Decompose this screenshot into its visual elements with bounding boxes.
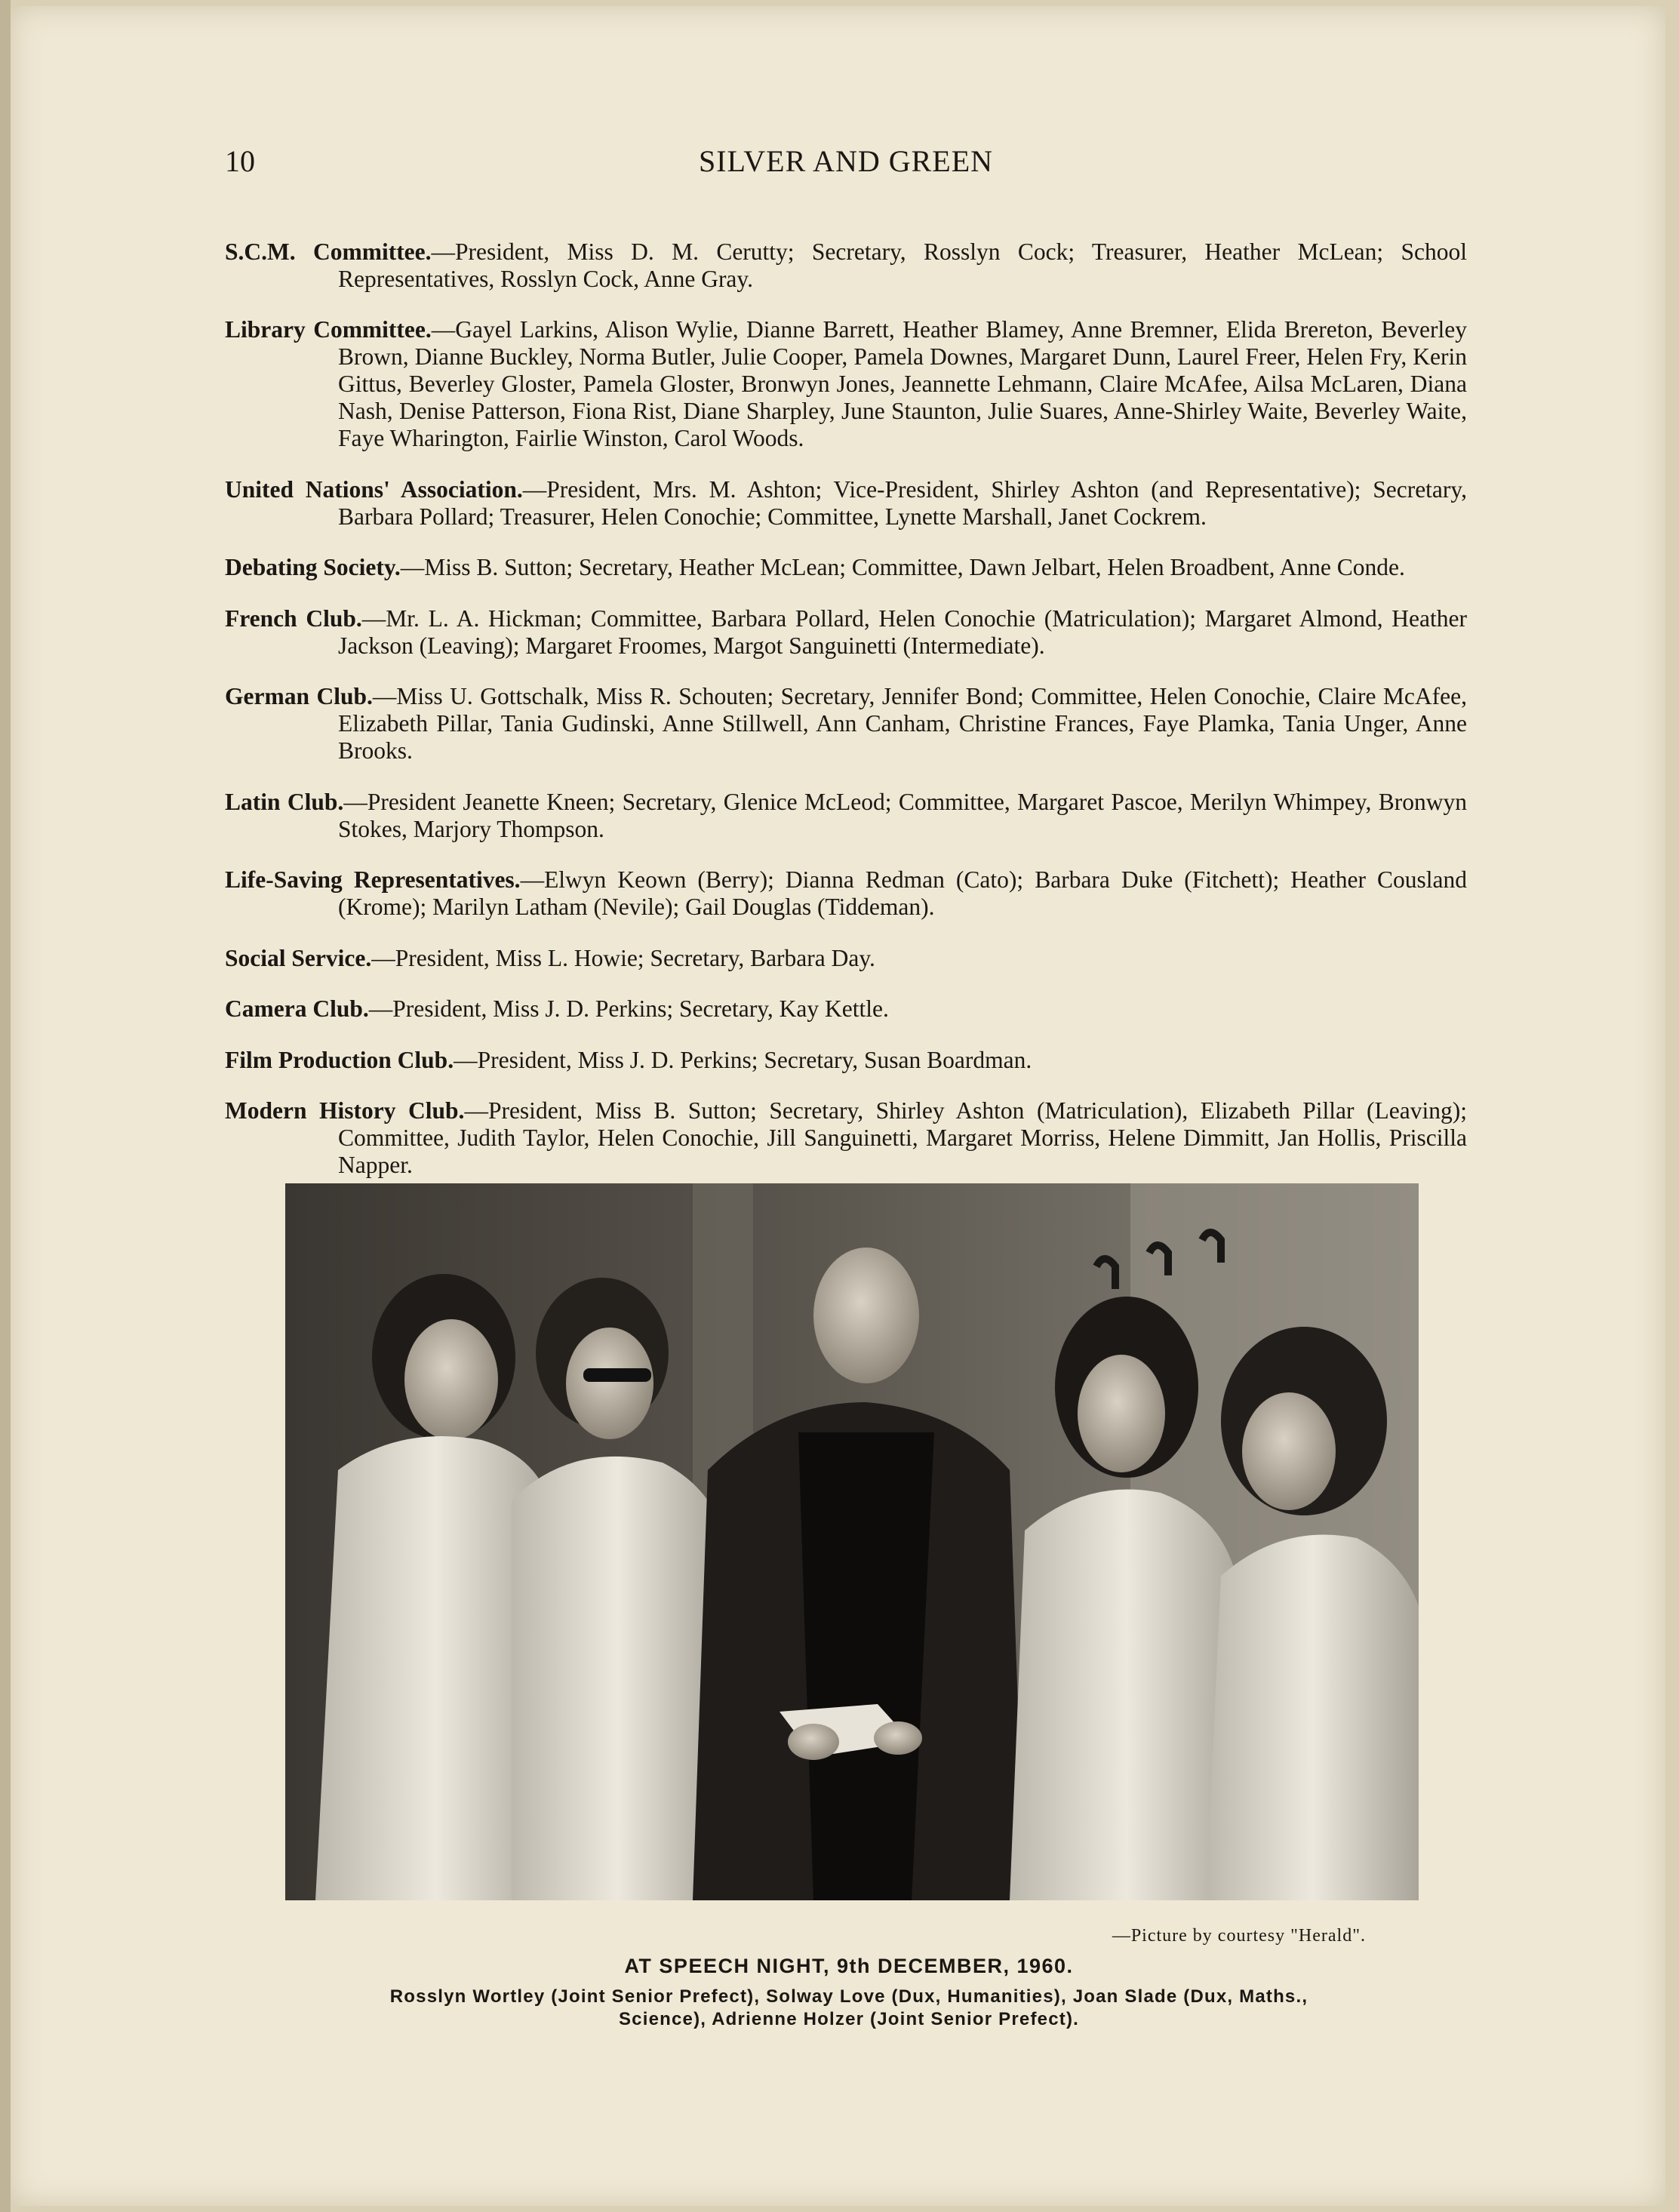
entry-text: —Gayel Larkins, Alison Wylie, Dianne Barrett, Heather Blamey, Anne Bremner, Elida Brereton, Beverley Brown, Dianne Buckley, Norma Butler, Julie Cooper, Pamela Downes, Margaret Dunn, Laurel Freer, Helen Fry, Kerin Gittus, Beverley Gloster, Pamela Gloster, Bronwyn Jones, Jeannette Lehmann, Claire McAfee, Ailsa McLaren, Diana Nash, Denise Patterson, Fiona Rist, Diane Sharpley, June Staunton, Julie Suares, Anne-Shirley Waite, Beverley Waite, Faye Wharington, Fairlie Winston, Carol Woods.	[338, 316, 1467, 451]
page-number: 10	[225, 144, 255, 178]
entry-modern-history-club	[225, 1097, 1467, 1179]
entry-text: —President, Miss L. Howie; Secretary, Barbara Day.	[371, 944, 875, 971]
entry-debating-society	[225, 554, 1467, 581]
entry-heading: French Club.	[225, 605, 362, 632]
entry-text: —President, Miss D. M. Cerutty; Secretary, Rosslyn Cock; Treasurer, Heather McLean; School Representatives, Rosslyn Cock, Anne Gray.	[338, 238, 1468, 292]
entry-film-production-club	[225, 1047, 1467, 1074]
entry-heading: Modern History Club.	[225, 1097, 465, 1124]
entry-heading: Film Production Club.	[225, 1046, 454, 1073]
running-title: SILVER AND GREEN	[698, 144, 994, 178]
photo-caption	[362, 1955, 1336, 2031]
entry-french-club	[225, 605, 1467, 660]
entry-heading: German Club.	[225, 683, 373, 709]
entry-text: —Elwyn Keown (Berry); Dianna Redman (Cato); Barbara Duke (Fitchett); Heather Cousland (Krome); Marilyn Latham (Nevile); Gail Douglas (Tiddeman).	[338, 866, 1467, 920]
entry-text: —President, Miss J. D. Perkins; Secretary, Susan Boardman.	[454, 1046, 1032, 1073]
entry-latin-club	[225, 789, 1467, 843]
caption-names: Rosslyn Wortley (Joint Senior Prefect), Solway Love (Dux, Humanities), Joan Slade (Dux, Maths., Science), Adrienne Holzer (Joint Senior Prefect).	[389, 1986, 1308, 2029]
entry-text: —President, Mrs. M. Ashton; Vice-President, Shirley Ashton (and Representative); Secretary, Barbara Pollard; Treasurer, Helen Conochie; Committee, Lynette Marshall, Janet Cockrem.	[338, 475, 1467, 530]
entry-heading: Social Service.	[225, 944, 372, 971]
entry-heading: United Nations' Association.	[225, 475, 523, 503]
page-binding-edge	[0, 0, 11, 2212]
entry-united-nations-association	[225, 476, 1467, 531]
speech-night-photo	[285, 1183, 1419, 1900]
entry-life-saving-representatives	[225, 866, 1467, 921]
entry-text: —President, Miss B. Sutton; Secretary, Shirley Ashton (Matriculation), Elizabeth Pillar (Leaving); Committee, Judith Taylor, Helen Conochie, Jill Sanguinetti, Margaret Morriss, Helene Dimmitt, Jan Hollis, Priscilla Napper.	[338, 1097, 1467, 1178]
entry-scm-committee	[225, 238, 1467, 293]
entry-heading: Debating Society.	[225, 554, 401, 580]
entry-heading: Latin Club.	[225, 788, 344, 815]
entry-text: —President Jeanette Kneen; Secretary, Glenice McLeod; Committee, Margaret Pascoe, Merilyn Whimpey, Bronwyn Stokes, Marjory Thompson.	[338, 788, 1467, 842]
caption-title: AT SPEECH NIGHT, 9th DECEMBER, 1960.	[624, 1955, 1074, 1977]
entry-social-service	[225, 945, 1467, 972]
entry-german-club	[225, 683, 1467, 765]
entry-heading: Library Committee.	[225, 316, 432, 343]
entry-heading: Life-Saving Representatives.	[225, 866, 521, 893]
entry-text: —Mr. L. A. Hickman; Committee, Barbara Pollard, Helen Conochie (Matriculation); Margaret Almond, Heather Jackson (Leaving); Margaret Froomes, Margot Sanguinetti (Intermediate).	[338, 605, 1467, 659]
photo-credit: —Picture by courtesy "Herald".	[1112, 1926, 1366, 1946]
club-committee-list	[225, 214, 1467, 1186]
entry-library-committee	[225, 316, 1467, 452]
entry-text: —Miss U. Gottschalk, Miss R. Schouten; Secretary, Jennifer Bond; Committee, Helen Conochie, Claire McAfee, Elizabeth Pillar, Tania Gudinski, Anne Stillwell, Ann Canham, Christine Frances, Faye Plamka, Tania Unger, Anne Brooks.	[338, 683, 1467, 764]
entry-camera-club	[225, 995, 1467, 1023]
entry-text: —President, Miss J. D. Perkins; Secretary, Kay Kettle.	[368, 995, 889, 1022]
entry-heading: S.C.M. Committee.	[225, 238, 432, 265]
entry-heading: Camera Club.	[225, 995, 369, 1022]
entry-text: —Miss B. Sutton; Secretary, Heather McLean; Committee, Dawn Jelbart, Helen Broadbent, Anne Conde.	[400, 554, 1405, 580]
page-header	[225, 143, 1467, 183]
